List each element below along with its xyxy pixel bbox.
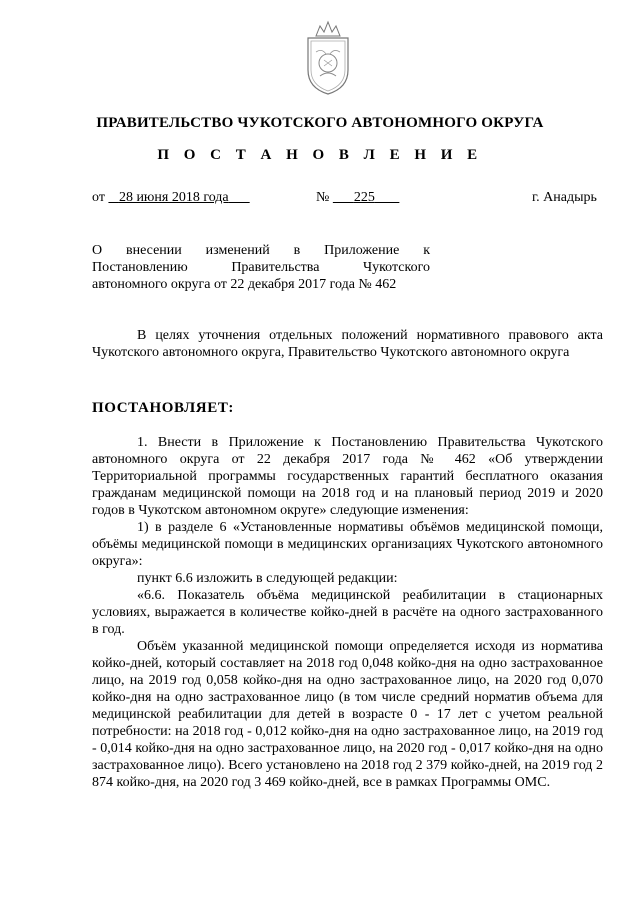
date-line: [92, 190, 250, 206]
paragraph-5: Объём указанной медицинской помощи определяется исходя из норматива койко-дней, который составляет на 2018 год 0,048 койко-дня на одно застрахованное лицо, на 2019 год 0,058 койко-дня на одно застрахованное лицо, на 2020 год 0,070 койко-дня на одно застрахованное лицо (в том числе средний норматив объема для медицинской реабилитации для детей в возрасте 0 - 17 лет с учетом реальной потребности: на 2018 год - 0,012 койко-дня на одно застрахованное лицо, на 2019 год - 0,014 койко-дня на одно застрахованное лицо, на 2020 год - 0,017 койко-дня на одно застрахованное лицо). Всего установлено на 2018 год 2 379 койко-дней, на 2019 год 2 874 койко-дня, на 2020 год 3 469 койко-дней, все в рамках Программы ОМС.: [92, 639, 603, 790]
paragraph-4: «6.6. Показатель объёма медицинской реабилитации в стационарных условиях, выражается в количестве койко-дней в расчёте на одного застрахованного в год.: [92, 588, 603, 637]
document-date: 28 июня 2018 года: [118, 190, 229, 205]
preamble-block: [92, 327, 603, 361]
number-prefix: №: [316, 190, 330, 205]
paragraph-3: пункт 6.6 изложить в следующей редакции:: [137, 571, 398, 586]
preamble-paragraph: В целях уточнения отдельных положений нормативного правового акта Чукотского автономного округа, Правительство Чукотского автономного округа: [92, 328, 603, 360]
subject-line-1: О внесении изменений в Приложение к: [92, 243, 430, 258]
decree-subject: [92, 242, 430, 293]
decree-body: [92, 434, 603, 791]
place-of-issue: г. Анадырь: [532, 190, 597, 205]
paragraph-2: 1) в разделе 6 «Установленные нормативы объёмов медицинской помощи, объёмы медицинской помощи в медицинских организациях Чукотского автономного округа»:: [92, 520, 603, 569]
document-type-title: П О С Т А Н О В Л Е Н И Е: [157, 147, 483, 163]
coat-of-arms-emblem: [302, 18, 354, 98]
document-number: 225: [353, 190, 375, 205]
date-prefix: от: [92, 190, 105, 205]
organization-title: ПРАВИТЕЛЬСТВО ЧУКОТСКОГО АВТОНОМНОГО ОКРУГА: [96, 115, 544, 131]
paragraph-1: 1. Внести в Приложение к Постановлению Правительства Чукотского автономного округа от 22 декабря 2017 года № 462 «Об утверждении Территориальной программы государственных гарантий бесплатного оказания гражданам медицинской помощи на 2018 год и на плановый период 2019 и 2020 годов в Чукотском автономном округе» следующие изменения:: [92, 435, 603, 518]
number-line: [316, 190, 399, 206]
subject-line-2: Постановлению Правительства Чукотского: [92, 260, 430, 275]
resolves-heading: ПОСТАНОВЛЯЕТ:: [92, 400, 235, 416]
subject-line-3: автономного округа от 22 декабря 2017 года № 462: [92, 277, 397, 292]
